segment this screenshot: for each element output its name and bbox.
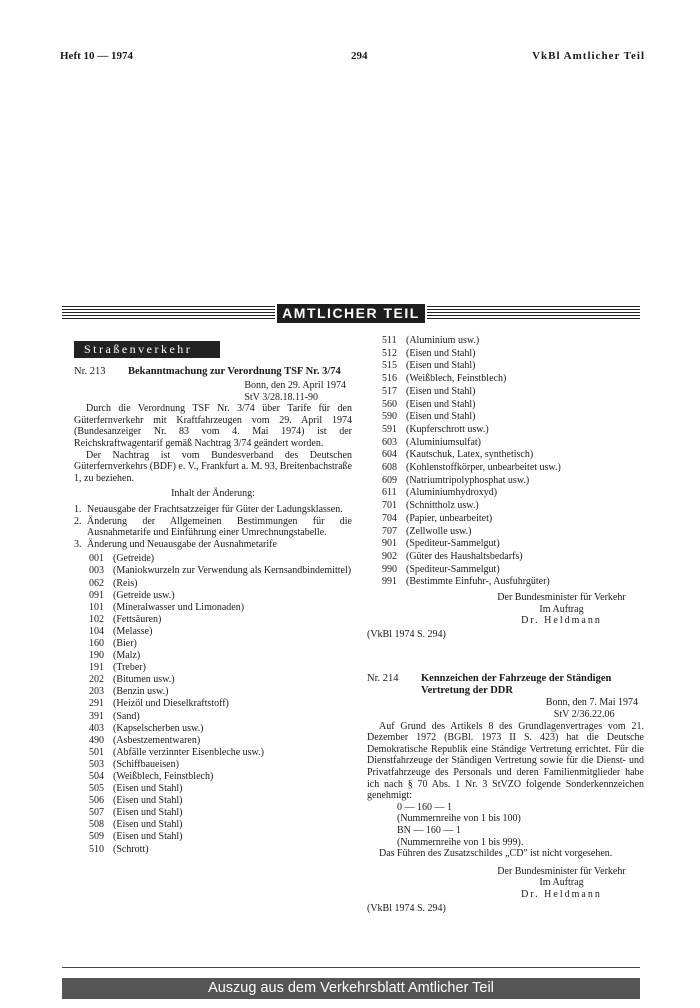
- tariff-code: 591: [382, 423, 397, 435]
- tariff-item: [367, 348, 644, 361]
- tariff-item: [74, 602, 352, 614]
- tariff-code: 704: [382, 512, 397, 524]
- tariff-item: [74, 662, 352, 674]
- tariff-description: (Schrott): [113, 843, 149, 855]
- tariff-item: [74, 723, 352, 735]
- banner-rule-right: [427, 306, 640, 321]
- tariff-description: (Schnittholz usw.): [406, 500, 479, 512]
- contents-heading: Inhalt der Änderung:: [171, 488, 255, 500]
- notice-214-signature: [367, 866, 644, 901]
- plate-format-1: [367, 802, 644, 825]
- tariff-item: [367, 424, 644, 437]
- tariff-item: [74, 831, 352, 843]
- tariff-item: [367, 335, 644, 348]
- plate-range: (Nummernreihe von 1 bis 999).: [397, 836, 524, 848]
- notice-213-heading: [74, 366, 352, 378]
- tariff-description: (Reis): [113, 577, 138, 589]
- tariff-description: (Aluminiumsulfat): [406, 436, 481, 448]
- tariff-code: 101: [89, 601, 104, 613]
- tariff-item: [367, 373, 644, 386]
- notice-213-para2: Der Nachtrag ist vom Bundesverband des Deutschen Güterfernverkehrs (BDF) e. V., Frankfurt a. M. 93, Breitenbachstraße 1, zu beziehen.: [74, 449, 352, 484]
- tariff-code: 517: [382, 385, 397, 397]
- tariff-item: [367, 411, 644, 424]
- tariff-description: (Natriumtripolyphosphat usw.): [406, 474, 530, 486]
- tariff-description: (Spediteur-Sammelgut): [406, 563, 500, 575]
- tariff-item: [74, 614, 352, 626]
- tariff-code: 611: [382, 487, 397, 499]
- list-item: 1. Neuausgabe der Frachtsatzzeiger für Güter der Ladungsklassen.: [74, 503, 343, 515]
- tariff-item: [74, 844, 352, 856]
- tariff-item: [74, 759, 352, 771]
- tariff-item: [367, 360, 644, 373]
- tariff-item: [74, 735, 352, 747]
- tariff-description: (Getreide usw.): [113, 589, 175, 601]
- tariff-code: 403: [89, 722, 104, 734]
- tariff-description: (Weißblech, Feinstblech): [113, 771, 214, 782]
- page-header: [60, 50, 645, 66]
- notice-213-number: Nr. 213: [74, 366, 106, 377]
- tariff-code: 608: [382, 462, 397, 474]
- notice-214-para1: Auf Grund des Artikels 8 des Grundlagenvertrages vom 21. Dezember 1972 (BGBl. 1973 II S. 423) hat die Deutsche Demokratische Republik eine Ständige Vertretung errichtet. Für die Dienstfahrzeuge der Ständigen Vertretung sowie für die Dienst- und Privatfahrzeuge des Personals und deren Familienmitglieder habe ich nach § 70 Abs. 1 Nr. 3 StVZO folgende Sonderkennzeichen genehmigt:: [367, 720, 644, 802]
- tariff-item: [74, 747, 352, 759]
- tariff-description: (Kautschuk, Latex, synthetisch): [406, 449, 534, 461]
- tariff-code: 506: [89, 795, 104, 807]
- tariff-item: [74, 686, 352, 698]
- tariff-description: (Eisen und Stahl): [113, 783, 183, 795]
- tariff-code: 391: [89, 710, 104, 722]
- notice-214-ref: StV 2/36.22.06: [553, 709, 615, 721]
- tariff-code: 160: [89, 637, 104, 649]
- tariff-item: [367, 564, 644, 577]
- notice-214-citation: (VkBl 1974 S. 294): [367, 902, 446, 914]
- tariff-description: (Kohlenstoffkörper, unbearbeitet usw.): [406, 462, 561, 474]
- tariff-code: 501: [89, 746, 104, 758]
- notice-214-heading: [367, 673, 644, 697]
- footer-banner: Auszug aus dem Verkehrsblatt Amtlicher Teil: [62, 978, 640, 999]
- plate-format-2: [367, 825, 644, 848]
- signature-authority: Der Bundesminister für Verkehr: [497, 865, 626, 877]
- publication-label: VkBl Amtlicher Teil: [532, 50, 645, 62]
- notice-214-para2: Das Führen des Zusatzschildes „CD" ist nicht vorgesehen.: [379, 848, 613, 860]
- tariff-description: (Eisen und Stahl): [406, 385, 476, 397]
- tariff-description: (Papier, unbearbeitet): [406, 512, 493, 524]
- tariff-item: [74, 650, 352, 662]
- tariff-item: [367, 449, 644, 462]
- tariff-description: (Abfälle verzinnter Eisenbleche usw.): [113, 746, 264, 758]
- tariff-item: [367, 526, 644, 539]
- signature-on-behalf: Im Auftrag: [539, 877, 584, 889]
- list-item: 3. Änderung und Neuausgabe der Ausnahmetarife: [74, 538, 277, 550]
- tariff-item: [367, 551, 644, 564]
- tariff-description: (Güter des Haushaltsbedarfs): [406, 550, 523, 562]
- signature-name: Dr. Heldmann: [521, 888, 602, 900]
- changes-list: [74, 504, 352, 550]
- tariff-code: 609: [382, 474, 397, 486]
- tariff-description: (Eisen und Stahl): [113, 795, 183, 807]
- tariff-code: 202: [89, 674, 104, 686]
- tariff-item: [74, 565, 352, 577]
- tariff-list-right: [367, 335, 644, 589]
- tariff-description: (Kapselscherben usw.): [113, 722, 204, 734]
- notice-214-date: Bonn, den 7. Mai 1974: [545, 697, 638, 709]
- tariff-description: (Eisen und Stahl): [406, 411, 476, 423]
- tariff-description: (Eisen und Stahl): [406, 398, 476, 410]
- tariff-item: [74, 771, 352, 783]
- tariff-description: (Weißblech, Feinstblech): [406, 373, 507, 385]
- notice-213-ref: StV 3/28.18.11-90: [244, 391, 318, 403]
- tariff-description: (Melasse): [113, 625, 153, 637]
- tariff-description: (Spediteur-Sammelgut): [406, 538, 500, 550]
- tariff-code: 560: [382, 398, 397, 410]
- tariff-description: (Eisen und Stahl): [113, 819, 183, 831]
- tariff-description: (Kupferschrott usw.): [406, 423, 489, 435]
- banner-title: AMTLICHER TEIL: [277, 304, 425, 323]
- plate-range: (Nummernreihe von 1 bis 100): [397, 813, 521, 825]
- tariff-code: 062: [89, 577, 104, 589]
- signature-authority: Der Bundesminister für Verkehr: [497, 592, 626, 604]
- tariff-code: 991: [382, 576, 397, 588]
- notice-213-title: Bekanntmachung zur Verordnung TSF Nr. 3/74: [128, 366, 341, 377]
- tariff-description: (Bestimmte Einfuhr-, Ausfuhrgüter): [406, 576, 550, 588]
- tariff-item: [367, 399, 644, 412]
- tariff-description: (Heizöl und Dieselkraftstoff): [113, 698, 229, 710]
- tariff-description: (Asbestzementwaren): [113, 734, 201, 746]
- tariff-item: [74, 553, 352, 565]
- tariff-item: [367, 386, 644, 399]
- tariff-code: 516: [382, 373, 397, 385]
- notice-213-signature: [367, 592, 644, 627]
- tariff-code: 203: [89, 686, 104, 698]
- right-column: [367, 335, 644, 914]
- plate-number: BN — 160 — 1: [397, 824, 461, 836]
- tariff-code: 604: [382, 449, 397, 461]
- signature-on-behalf: Im Auftrag: [539, 603, 584, 615]
- banner-rule-left: [62, 306, 275, 321]
- page-number: 294: [351, 50, 368, 62]
- section-banner: [62, 304, 640, 322]
- tariff-code: 510: [89, 843, 104, 855]
- tariff-code: 291: [89, 698, 104, 710]
- tariff-item: [74, 711, 352, 723]
- tariff-item: [74, 590, 352, 602]
- tariff-code: 190: [89, 650, 104, 662]
- tariff-code: 707: [382, 525, 397, 537]
- tariff-description: (Schiffbaueisen): [113, 758, 179, 770]
- tariff-description: (Sand): [113, 710, 140, 722]
- tariff-item: [367, 538, 644, 551]
- tariff-item: [367, 487, 644, 500]
- tariff-description: (Eisen und Stahl): [406, 360, 476, 372]
- section-heading: Straßenverkehr: [74, 341, 220, 358]
- tariff-item: [367, 437, 644, 450]
- tariff-code: 091: [89, 589, 104, 601]
- tariff-item: [367, 500, 644, 513]
- issue-label: Heft 10 — 1974: [60, 50, 134, 62]
- notice-213-para1: Durch die Verordnung TSF Nr. 3/74 über Tarife für den Güterfernverkehr mit Kraftfahrzeugen vom 29. April 1974 (Bundesanzeiger Nr. 83 vom 4. Mai 1974) ist der Reichskraftwagentarif gemäß Nachtrag 3/74 geändert worden.: [74, 403, 352, 449]
- tariff-code: 504: [89, 771, 104, 782]
- tariff-item: [74, 638, 352, 650]
- tariff-code: 003: [89, 565, 104, 577]
- tariff-list-left: [74, 553, 352, 855]
- tariff-code: 508: [89, 819, 104, 831]
- notice-213-citation: (VkBl 1974 S. 294): [367, 628, 446, 640]
- tariff-description: (Malz): [113, 650, 141, 662]
- notice-213-date: Bonn, den 29. April 1974: [244, 380, 346, 391]
- tariff-code: 901: [382, 538, 397, 550]
- tariff-description: (Zellwolle usw.): [406, 525, 472, 537]
- tariff-code: 001: [89, 553, 104, 565]
- tariff-item: [74, 807, 352, 819]
- tariff-code: 191: [89, 662, 104, 674]
- tariff-description: (Eisen und Stahl): [406, 347, 476, 359]
- tariff-code: 509: [89, 831, 104, 843]
- tariff-description: (Eisen und Stahl): [113, 807, 183, 819]
- tariff-item: [74, 578, 352, 590]
- tariff-item: [74, 674, 352, 686]
- tariff-description: (Treber): [113, 662, 146, 674]
- notice-214-title: Kennzeichen der Fahrzeuge der Ständigen Vertretung der DDR: [421, 673, 612, 697]
- tariff-item: [74, 698, 352, 710]
- tariff-code: 511: [382, 335, 397, 346]
- tariff-code: 701: [382, 500, 397, 512]
- tariff-code: 590: [382, 411, 397, 423]
- tariff-description: (Aluminiumhydroxyd): [406, 487, 498, 499]
- tariff-code: 507: [89, 807, 104, 819]
- tariff-item: [367, 475, 644, 488]
- tariff-code: 102: [89, 613, 104, 625]
- tariff-code: 902: [382, 550, 397, 562]
- tariff-description: (Bitumen usw.): [113, 674, 175, 686]
- tariff-code: 505: [89, 783, 104, 795]
- tariff-description: (Eisen und Stahl): [113, 831, 183, 843]
- tariff-code: 990: [382, 563, 397, 575]
- notice-214-number: Nr. 214: [367, 673, 399, 685]
- tariff-description: (Aluminium usw.): [406, 335, 480, 346]
- tariff-item: [74, 819, 352, 831]
- tariff-code: 603: [382, 436, 397, 448]
- tariff-code: 515: [382, 360, 397, 372]
- tariff-description: (Fettsäuren): [113, 613, 162, 625]
- signature-name: Dr. Heldmann: [521, 615, 602, 627]
- tariff-item: [74, 795, 352, 807]
- tariff-code: 512: [382, 347, 397, 359]
- left-column: [74, 366, 352, 856]
- tariff-description: (Getreide): [113, 553, 155, 565]
- tariff-code: 490: [89, 734, 104, 746]
- tariff-item: [367, 576, 644, 589]
- tariff-item: [367, 462, 644, 475]
- tariff-description: (Benzin usw.): [113, 686, 169, 698]
- tariff-item: [74, 783, 352, 795]
- tariff-description: (Bier): [113, 637, 137, 649]
- list-item: 2. Änderung der Allgemeinen Bestimmungen für die Ausnahmetarife und Einführung einer Umrechnungstabelle.: [74, 515, 352, 539]
- tariff-description: (Mineralwasser und Limonaden): [113, 601, 245, 613]
- tariff-item: [74, 626, 352, 638]
- footer-rule: [62, 967, 640, 968]
- tariff-code: 104: [89, 625, 104, 637]
- tariff-code: 503: [89, 758, 104, 770]
- tariff-item: [367, 513, 644, 526]
- tariff-description: (Maniokwurzeln zur Verwendung als Kernsandbindemittel): [113, 565, 352, 577]
- plate-number: 0 — 160 — 1: [397, 801, 452, 813]
